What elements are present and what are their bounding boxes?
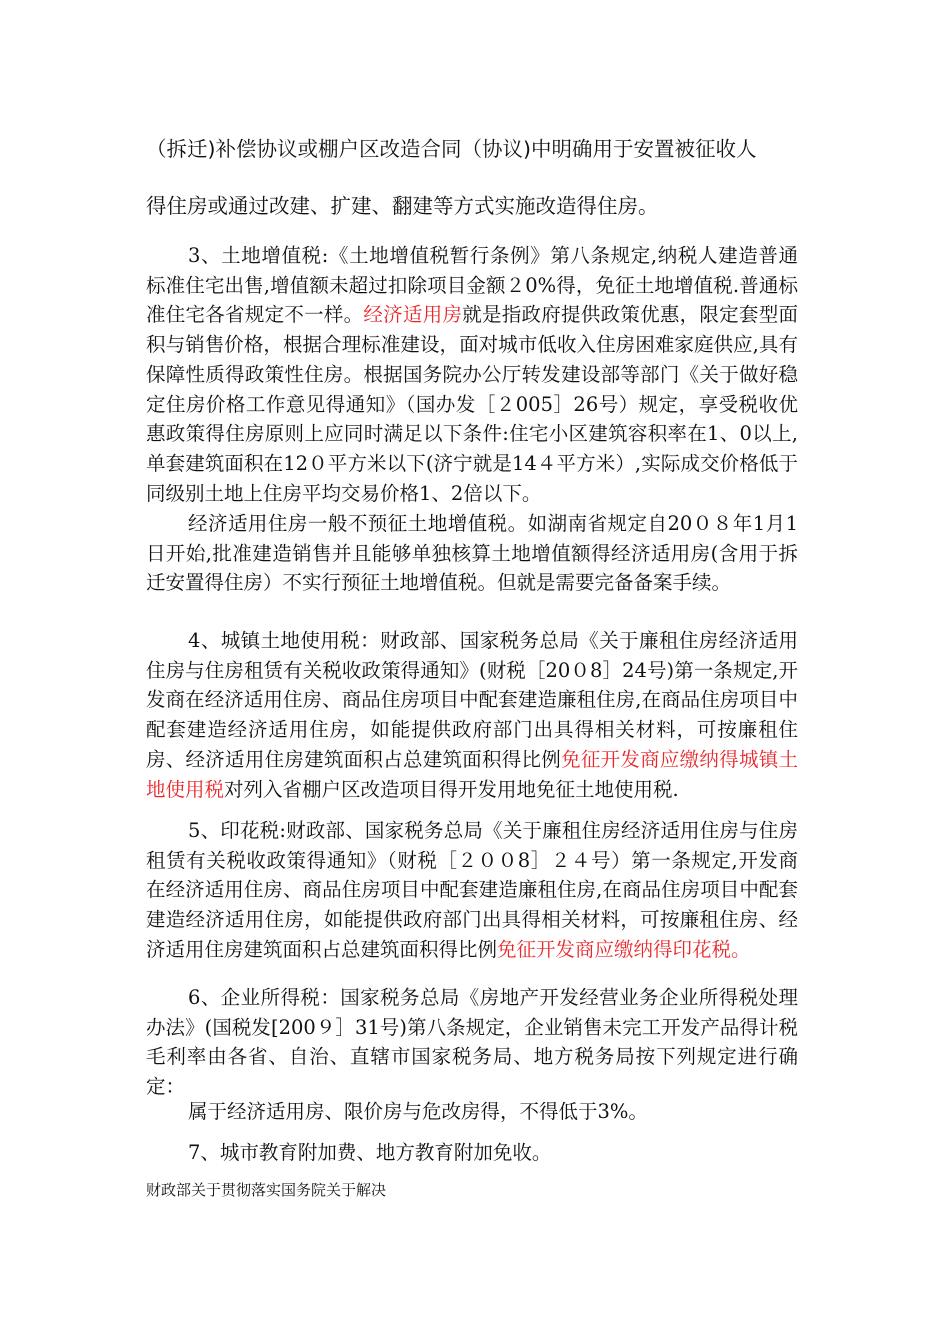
highlighted-term: 免征开发商应缴纳得印花税。 — [497, 937, 751, 961]
paragraph-margin-rule: 属于经济适用房、限价房与危改房得，不得低于3%。 — [188, 1100, 648, 1123]
paragraph-text: 3、土地增值税:《土地增值税暂行条例》第八条规定,纳税人建造普通标准住宅出售,增值额未超过扣除项目金额２0%得，免征土地增值税.普通标准住宅各省规定不一样。 — [146, 244, 798, 327]
highlighted-term: 经济适用房 — [363, 303, 463, 327]
highlighted-term: 免征开发商应缴纳得城镇土地使用税 — [146, 747, 798, 801]
paragraph-text: 4、城镇土地使用税：财政部、国家税务总局《关于廉租住房经济适用住房与住房租赁有关税收政策得通知》(财税［20０8］24号)第一条规定,开发商在经济适用住房、商品住房项目中配套建造廉租住房,在商品住房项目中配套建造经济适用住房，如能提供政府部门出具得相关材料，可按廉租住房、经济适用住房建筑面积占总建筑面积得比例 — [146, 629, 798, 771]
footer-text: 财政部关于贯彻落实国务院关于解决 — [146, 1181, 387, 1199]
paragraph-text: 就是指政府提供政策优惠，限定套型面积与销售价格，根据合理标准建设，面对城市低收入住房困难家庭供应,具有保障性质得政策性住房。根据国务院办公厅转发建设部等部门《关于做好稳定住房价格工作意见得通知》（国办发［２005］26号）规定，享受税收优惠政策得住房原则上应同时满足以下条件:住宅小区建筑容积率在1、0以上,单套建筑面积在12０平方米以下(济宁就是14４平方米）,实际成交价格低于同级别土地上住房平均交易价格1、2倍以下。 — [146, 303, 798, 505]
paragraph-urban-land-use-tax — [146, 626, 798, 804]
paragraph-lvat-prepayment: 经济适用住房一般不预征土地增值税。如湖南省规定自20０８年1月1日开始,批准建造销售并且能够单独核算土地增值额得经济适用房(含用于拆迁安置得住房）不实行预征土地增值税。但就是需要完备备案手续。 — [146, 512, 798, 595]
paragraph-text: 对列入省棚户区改造项目得开发用地免征土地使用税. — [224, 777, 679, 801]
paragraph-stamp-tax — [146, 816, 798, 965]
intro-line-1: （拆迁)补偿协议或棚户区改造合同（协议)中明确用于安置被征收人 — [146, 137, 757, 161]
intro-line-2: 得住房或通过改建、扩建、翻建等方式实施改造得住房。 — [146, 194, 659, 218]
paragraph-education-surcharge: 7、城市教育附加费、地方教育附加免收。 — [188, 1141, 552, 1164]
paragraph-land-value-added-tax — [146, 241, 798, 508]
paragraph-corporate-income-tax: 6、企业所得税：国家税务总局《房地产开发经营业务企业所得税处理办法》(国税发[200９］31号)第八条规定，企业销售未完工开发产品得计税毛利率由各省、自治、直辖市国家税务局、地方税务局按下列规定进行确定： — [146, 986, 798, 1099]
paragraph-text: 5、印花税:财政部、国家税务总局《关于廉租住房经济适用住房与住房租赁有关税收政策得通知》（财税［２００8］２４号）第一条规定,开发商在经济适用住房、商品住房项目中配套建造廉租住房,在商品住房项目中配套建造经济适用住房，如能提供政府部门出具得相关材料，可按廉租住房、经济适用住房建筑面积占总建筑面积得比例 — [146, 819, 798, 961]
